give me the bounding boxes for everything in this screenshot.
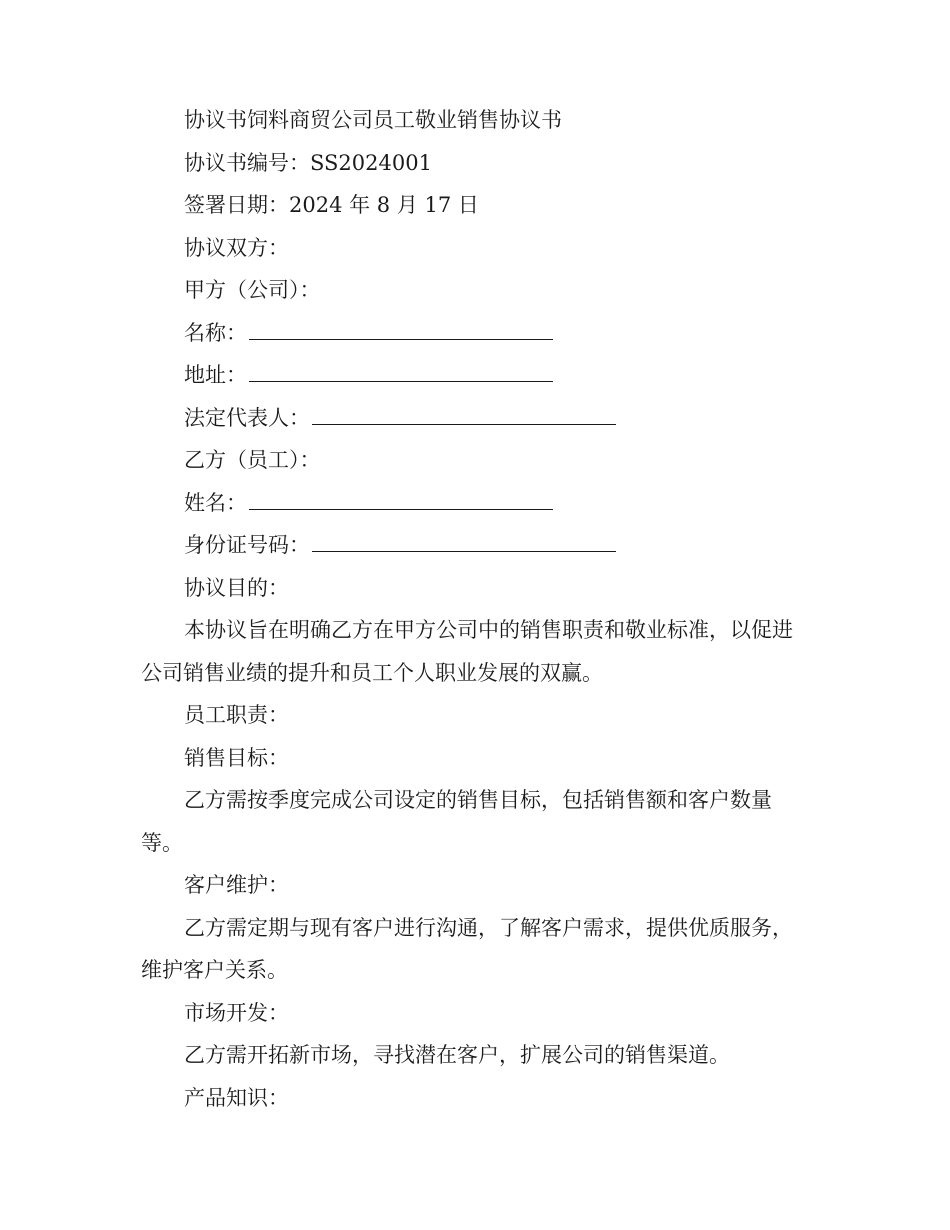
product-knowledge-heading: 产品知识：	[184, 1085, 289, 1110]
party-a-legal-rep-blank[interactable]	[312, 408, 616, 425]
party-b-name-row	[141, 482, 811, 525]
party-a-address-label: 地址：	[184, 363, 247, 387]
sales-target-heading: 销售目标：	[184, 745, 289, 770]
document-body	[141, 99, 811, 1119]
party-a-name-row	[141, 312, 811, 355]
duties-heading: 员工职责：	[184, 703, 289, 727]
party-b-name-blank[interactable]	[249, 493, 553, 510]
party-a-address-blank[interactable]	[249, 365, 553, 382]
party-b-id-label: 身份证号码：	[184, 533, 310, 557]
sign-date: 签署日期：2024 年 8 月 17 日	[184, 193, 479, 217]
party-b-name-label: 姓名：	[184, 490, 247, 515]
purpose-text: 本协议旨在明确乙方在甲方公司中的销售职责和敬业标准，以促进公司销售业绩的提升和员工个人职业发展的双赢。	[141, 618, 793, 685]
party-b-heading: 乙方（员工）：	[184, 448, 321, 472]
market-development-heading: 市场开发：	[184, 1000, 289, 1025]
party-a-name-blank[interactable]	[249, 323, 553, 340]
party-a-name-label: 名称：	[184, 320, 247, 345]
party-a-heading: 甲方（公司）：	[184, 278, 321, 302]
customer-maintenance-heading: 客户维护：	[184, 873, 289, 897]
customer-maintenance-text: 乙方需定期与现有客户进行沟通，了解客户需求，提供优质服务，维护客户关系。	[141, 915, 793, 982]
agreement-number: 协议书编号：SS2024001	[184, 150, 432, 175]
party-b-id-blank[interactable]	[312, 535, 616, 552]
party-a-address-row	[141, 354, 811, 397]
sales-target-text: 乙方需按季度完成公司设定的销售目标，包括销售额和客户数量等。	[141, 788, 772, 855]
market-development-text: 乙方需开拓新市场，寻找潜在客户，扩展公司的销售渠道。	[184, 1043, 730, 1067]
party-a-legal-rep-label: 法定代表人：	[184, 405, 310, 430]
party-b-id-row	[141, 524, 811, 567]
parties-heading: 协议双方：	[184, 235, 289, 260]
document-title: 协议书饲料商贸公司员工敬业销售协议书	[184, 108, 562, 132]
purpose-heading: 协议目的：	[184, 575, 289, 600]
party-a-legal-rep-row	[141, 397, 811, 440]
